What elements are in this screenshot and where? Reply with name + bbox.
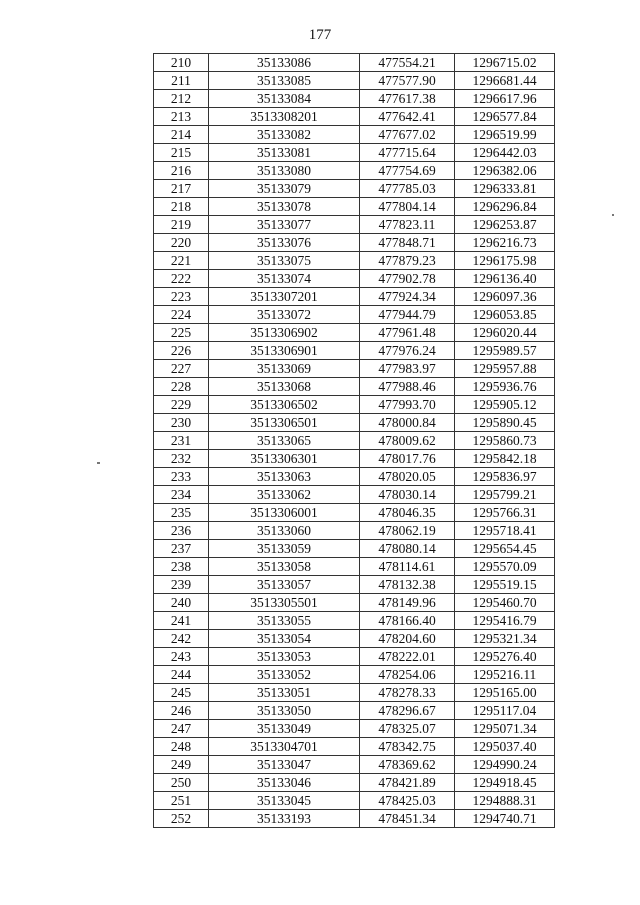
table-row	[154, 468, 555, 486]
x-coordinate-cell: 478017.76	[360, 450, 455, 468]
table-row	[154, 702, 555, 720]
point-id-cell: 35133193	[209, 810, 360, 828]
y-coordinate-cell: 1295570.09	[455, 558, 555, 576]
x-coordinate-cell: 478020.05	[360, 468, 455, 486]
x-coordinate-cell: 478421.89	[360, 774, 455, 792]
point-number-cell: 244	[154, 666, 209, 684]
point-number-cell: 252	[154, 810, 209, 828]
point-id-cell: 3513306501	[209, 414, 360, 432]
point-id-cell: 35133076	[209, 234, 360, 252]
point-id-cell: 35133068	[209, 378, 360, 396]
table-row	[154, 774, 555, 792]
point-id-cell: 35133080	[209, 162, 360, 180]
table-row	[154, 540, 555, 558]
y-coordinate-cell: 1296442.03	[455, 144, 555, 162]
y-coordinate-cell: 1294888.31	[455, 792, 555, 810]
table-row	[154, 324, 555, 342]
point-number-cell: 241	[154, 612, 209, 630]
point-id-cell: 35133082	[209, 126, 360, 144]
point-number-cell: 211	[154, 72, 209, 90]
x-coordinate-cell: 478166.40	[360, 612, 455, 630]
table-row	[154, 360, 555, 378]
x-coordinate-cell: 478451.34	[360, 810, 455, 828]
table-row	[154, 648, 555, 666]
y-coordinate-cell: 1296097.36	[455, 288, 555, 306]
scan-speck	[612, 214, 614, 216]
point-number-cell: 243	[154, 648, 209, 666]
table-row	[154, 504, 555, 522]
x-coordinate-cell: 477988.46	[360, 378, 455, 396]
y-coordinate-cell: 1295860.73	[455, 432, 555, 450]
x-coordinate-cell: 478325.07	[360, 720, 455, 738]
table-row	[154, 414, 555, 432]
y-coordinate-cell: 1295836.97	[455, 468, 555, 486]
y-coordinate-cell: 1295766.31	[455, 504, 555, 522]
point-number-cell: 213	[154, 108, 209, 126]
y-coordinate-cell: 1295654.45	[455, 540, 555, 558]
point-number-cell: 214	[154, 126, 209, 144]
x-coordinate-cell: 478254.06	[360, 666, 455, 684]
point-id-cell: 3513304701	[209, 738, 360, 756]
table-row	[154, 558, 555, 576]
coordinates-table-body	[154, 54, 555, 828]
point-id-cell: 35133081	[209, 144, 360, 162]
table-row	[154, 144, 555, 162]
point-id-cell: 3513306502	[209, 396, 360, 414]
point-id-cell: 35133069	[209, 360, 360, 378]
y-coordinate-cell: 1295905.12	[455, 396, 555, 414]
x-coordinate-cell: 477983.97	[360, 360, 455, 378]
table-row	[154, 630, 555, 648]
point-number-cell: 223	[154, 288, 209, 306]
point-id-cell: 35133086	[209, 54, 360, 72]
table-row	[154, 198, 555, 216]
table-row	[154, 738, 555, 756]
x-coordinate-cell: 478204.60	[360, 630, 455, 648]
point-number-cell: 225	[154, 324, 209, 342]
x-coordinate-cell: 478046.35	[360, 504, 455, 522]
x-coordinate-cell: 477677.02	[360, 126, 455, 144]
point-id-cell: 35133065	[209, 432, 360, 450]
x-coordinate-cell: 478030.14	[360, 486, 455, 504]
y-coordinate-cell: 1296617.96	[455, 90, 555, 108]
y-coordinate-cell: 1294990.24	[455, 756, 555, 774]
point-id-cell: 35133046	[209, 774, 360, 792]
point-number-cell: 250	[154, 774, 209, 792]
point-number-cell: 221	[154, 252, 209, 270]
x-coordinate-cell: 478000.84	[360, 414, 455, 432]
y-coordinate-cell: 1296519.99	[455, 126, 555, 144]
table-row	[154, 486, 555, 504]
point-number-cell: 227	[154, 360, 209, 378]
coordinates-table	[153, 53, 555, 828]
point-number-cell: 240	[154, 594, 209, 612]
point-id-cell: 35133078	[209, 198, 360, 216]
point-id-cell: 35133062	[209, 486, 360, 504]
point-number-cell: 251	[154, 792, 209, 810]
x-coordinate-cell: 477617.38	[360, 90, 455, 108]
y-coordinate-cell: 1296253.87	[455, 216, 555, 234]
point-id-cell: 3513306902	[209, 324, 360, 342]
x-coordinate-cell: 478425.03	[360, 792, 455, 810]
point-number-cell: 212	[154, 90, 209, 108]
table-row	[154, 756, 555, 774]
y-coordinate-cell: 1294740.71	[455, 810, 555, 828]
table-row	[154, 342, 555, 360]
table-row	[154, 612, 555, 630]
x-coordinate-cell: 477642.41	[360, 108, 455, 126]
table-row	[154, 666, 555, 684]
table-row	[154, 792, 555, 810]
table-row	[154, 162, 555, 180]
point-id-cell: 35133051	[209, 684, 360, 702]
point-id-cell: 35133072	[209, 306, 360, 324]
point-number-cell: 222	[154, 270, 209, 288]
x-coordinate-cell: 478062.19	[360, 522, 455, 540]
scan-speck	[97, 462, 100, 464]
x-coordinate-cell: 477976.24	[360, 342, 455, 360]
y-coordinate-cell: 1296577.84	[455, 108, 555, 126]
table-row	[154, 378, 555, 396]
point-number-cell: 219	[154, 216, 209, 234]
y-coordinate-cell: 1295117.04	[455, 702, 555, 720]
y-coordinate-cell: 1295519.15	[455, 576, 555, 594]
point-id-cell: 35133052	[209, 666, 360, 684]
table-row	[154, 450, 555, 468]
y-coordinate-cell: 1295037.40	[455, 738, 555, 756]
y-coordinate-cell: 1296136.40	[455, 270, 555, 288]
y-coordinate-cell: 1295071.34	[455, 720, 555, 738]
point-id-cell: 35133055	[209, 612, 360, 630]
point-id-cell: 35133079	[209, 180, 360, 198]
point-id-cell: 35133074	[209, 270, 360, 288]
point-number-cell: 246	[154, 702, 209, 720]
point-number-cell: 232	[154, 450, 209, 468]
y-coordinate-cell: 1295957.88	[455, 360, 555, 378]
y-coordinate-cell: 1295416.79	[455, 612, 555, 630]
y-coordinate-cell: 1296020.44	[455, 324, 555, 342]
point-number-cell: 235	[154, 504, 209, 522]
y-coordinate-cell: 1295321.34	[455, 630, 555, 648]
x-coordinate-cell: 477785.03	[360, 180, 455, 198]
point-number-cell: 231	[154, 432, 209, 450]
point-id-cell: 35133084	[209, 90, 360, 108]
point-id-cell: 35133054	[209, 630, 360, 648]
table-row	[154, 90, 555, 108]
point-id-cell: 3513305501	[209, 594, 360, 612]
x-coordinate-cell: 478278.33	[360, 684, 455, 702]
point-number-cell: 217	[154, 180, 209, 198]
point-id-cell: 35133045	[209, 792, 360, 810]
y-coordinate-cell: 1296296.84	[455, 198, 555, 216]
point-id-cell: 35133059	[209, 540, 360, 558]
table-row	[154, 810, 555, 828]
table-row	[154, 252, 555, 270]
table-row	[154, 576, 555, 594]
y-coordinate-cell: 1295165.00	[455, 684, 555, 702]
point-number-cell: 236	[154, 522, 209, 540]
point-number-cell: 228	[154, 378, 209, 396]
point-id-cell: 35133050	[209, 702, 360, 720]
table-row	[154, 234, 555, 252]
point-number-cell: 210	[154, 54, 209, 72]
y-coordinate-cell: 1295936.76	[455, 378, 555, 396]
point-number-cell: 215	[154, 144, 209, 162]
point-id-cell: 35133058	[209, 558, 360, 576]
x-coordinate-cell: 477754.69	[360, 162, 455, 180]
point-number-cell: 216	[154, 162, 209, 180]
x-coordinate-cell: 477804.14	[360, 198, 455, 216]
x-coordinate-cell: 478296.67	[360, 702, 455, 720]
y-coordinate-cell: 1296216.73	[455, 234, 555, 252]
y-coordinate-cell: 1295842.18	[455, 450, 555, 468]
point-number-cell: 230	[154, 414, 209, 432]
x-coordinate-cell: 478009.62	[360, 432, 455, 450]
table-row	[154, 396, 555, 414]
table-row	[154, 432, 555, 450]
point-number-cell: 220	[154, 234, 209, 252]
table-row	[154, 306, 555, 324]
table-row	[154, 270, 555, 288]
point-id-cell: 35133060	[209, 522, 360, 540]
y-coordinate-cell: 1295799.21	[455, 486, 555, 504]
y-coordinate-cell: 1296333.81	[455, 180, 555, 198]
point-id-cell: 35133077	[209, 216, 360, 234]
y-coordinate-cell: 1296053.85	[455, 306, 555, 324]
y-coordinate-cell: 1295989.57	[455, 342, 555, 360]
point-id-cell: 3513306001	[209, 504, 360, 522]
x-coordinate-cell: 478149.96	[360, 594, 455, 612]
y-coordinate-cell: 1295216.11	[455, 666, 555, 684]
point-number-cell: 218	[154, 198, 209, 216]
table-row	[154, 126, 555, 144]
point-id-cell: 35133053	[209, 648, 360, 666]
table-row	[154, 72, 555, 90]
x-coordinate-cell: 478132.38	[360, 576, 455, 594]
x-coordinate-cell: 478222.01	[360, 648, 455, 666]
table-row	[154, 684, 555, 702]
x-coordinate-cell: 477961.48	[360, 324, 455, 342]
table-row	[154, 720, 555, 738]
y-coordinate-cell: 1295890.45	[455, 414, 555, 432]
point-id-cell: 3513307201	[209, 288, 360, 306]
point-id-cell: 35133057	[209, 576, 360, 594]
table-row	[154, 522, 555, 540]
point-id-cell: 35133075	[209, 252, 360, 270]
point-id-cell: 35133047	[209, 756, 360, 774]
point-id-cell: 3513306301	[209, 450, 360, 468]
point-number-cell: 238	[154, 558, 209, 576]
x-coordinate-cell: 477577.90	[360, 72, 455, 90]
y-coordinate-cell: 1296681.44	[455, 72, 555, 90]
x-coordinate-cell: 478114.61	[360, 558, 455, 576]
x-coordinate-cell: 477848.71	[360, 234, 455, 252]
point-number-cell: 249	[154, 756, 209, 774]
point-id-cell: 35133063	[209, 468, 360, 486]
point-id-cell: 3513308201	[209, 108, 360, 126]
x-coordinate-cell: 478369.62	[360, 756, 455, 774]
point-number-cell: 229	[154, 396, 209, 414]
x-coordinate-cell: 478080.14	[360, 540, 455, 558]
page-number: 177	[308, 27, 332, 43]
x-coordinate-cell: 478342.75	[360, 738, 455, 756]
x-coordinate-cell: 477944.79	[360, 306, 455, 324]
point-number-cell: 239	[154, 576, 209, 594]
x-coordinate-cell: 477715.64	[360, 144, 455, 162]
x-coordinate-cell: 477924.34	[360, 288, 455, 306]
point-number-cell: 233	[154, 468, 209, 486]
x-coordinate-cell: 477902.78	[360, 270, 455, 288]
table-row	[154, 108, 555, 126]
point-id-cell: 35133049	[209, 720, 360, 738]
point-number-cell: 248	[154, 738, 209, 756]
point-number-cell: 226	[154, 342, 209, 360]
x-coordinate-cell: 477879.23	[360, 252, 455, 270]
point-number-cell: 245	[154, 684, 209, 702]
point-number-cell: 242	[154, 630, 209, 648]
table-row	[154, 216, 555, 234]
point-number-cell: 224	[154, 306, 209, 324]
point-number-cell: 237	[154, 540, 209, 558]
y-coordinate-cell: 1294918.45	[455, 774, 555, 792]
x-coordinate-cell: 477823.11	[360, 216, 455, 234]
x-coordinate-cell: 477993.70	[360, 396, 455, 414]
table-row	[154, 54, 555, 72]
point-number-cell: 247	[154, 720, 209, 738]
point-id-cell: 3513306901	[209, 342, 360, 360]
y-coordinate-cell: 1295460.70	[455, 594, 555, 612]
y-coordinate-cell: 1296175.98	[455, 252, 555, 270]
y-coordinate-cell: 1296715.02	[455, 54, 555, 72]
point-number-cell: 234	[154, 486, 209, 504]
x-coordinate-cell: 477554.21	[360, 54, 455, 72]
y-coordinate-cell: 1295276.40	[455, 648, 555, 666]
point-id-cell: 35133085	[209, 72, 360, 90]
y-coordinate-cell: 1296382.06	[455, 162, 555, 180]
table-row	[154, 288, 555, 306]
table-row	[154, 594, 555, 612]
y-coordinate-cell: 1295718.41	[455, 522, 555, 540]
table-row	[154, 180, 555, 198]
